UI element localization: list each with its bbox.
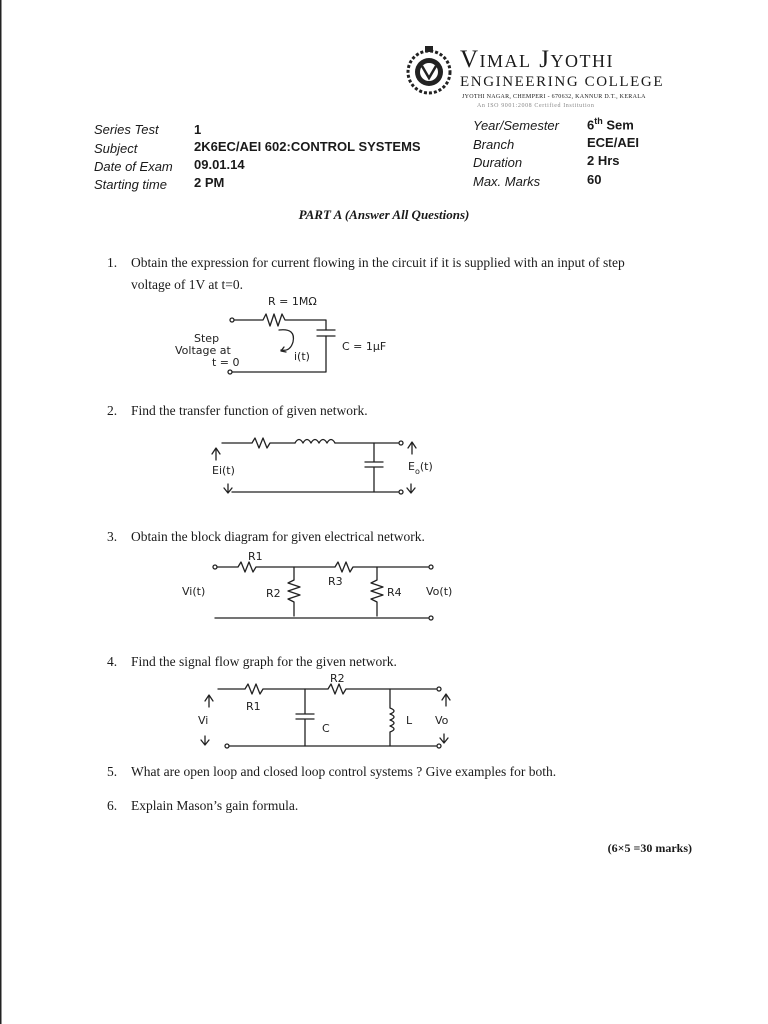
question-text-continued: voltage of 1V at t=0. bbox=[131, 277, 243, 292]
college-subtitle: ENGINEERING COLLEGE bbox=[460, 74, 665, 90]
circuit-3-diagram bbox=[170, 552, 470, 627]
max-marks-value: 60 bbox=[587, 172, 602, 187]
branch-value: ECE/AEI bbox=[587, 135, 640, 150]
input-up-arrow bbox=[212, 448, 220, 460]
label-vi: Vi bbox=[198, 714, 209, 727]
subject-label: Subject bbox=[94, 141, 138, 156]
marks-note: (6×5 =30 marks) bbox=[607, 841, 692, 855]
question-text: Explain Mason’s gain formula. bbox=[131, 798, 299, 813]
duration-value: 2 Hrs bbox=[587, 153, 620, 168]
starting-time-value: 2 PM bbox=[194, 175, 225, 190]
current-arrowhead bbox=[281, 347, 286, 352]
label-r: R = 1MΩ bbox=[268, 295, 317, 308]
label-step: Step bbox=[194, 332, 220, 345]
college-header bbox=[405, 42, 705, 122]
resistor-wire bbox=[222, 438, 295, 448]
max-marks-label: Max. Marks bbox=[473, 174, 541, 189]
label-voltage-at: Voltage at bbox=[175, 344, 231, 357]
input-down-arrow bbox=[224, 484, 232, 493]
question-5 bbox=[107, 761, 556, 783]
series-test-value: 1 bbox=[194, 122, 202, 137]
label-t0: t = 0 bbox=[212, 356, 240, 369]
label-cap: C = 1μF bbox=[342, 340, 387, 353]
output-terminal-bottom bbox=[399, 490, 403, 494]
output-terminal-top bbox=[399, 441, 403, 445]
circuit-1-diagram bbox=[160, 290, 420, 390]
resistor-r2-symbol bbox=[288, 567, 300, 616]
top-resistors-wire bbox=[218, 684, 436, 694]
date-label: Date of Exam bbox=[94, 159, 173, 174]
label-current: i(t) bbox=[294, 350, 310, 363]
question-number: 4. bbox=[107, 654, 118, 669]
series-resistors-wire bbox=[217, 562, 428, 572]
label-r1: R1 bbox=[248, 550, 263, 563]
output-terminal-top bbox=[429, 565, 433, 569]
output-down-arrow bbox=[440, 734, 448, 743]
output-up-arrow bbox=[408, 442, 416, 454]
capacitor-symbol bbox=[365, 443, 383, 492]
date-value: 09.01.14 bbox=[194, 157, 245, 172]
label-c: C bbox=[322, 722, 330, 735]
capacitor-c-symbol bbox=[317, 330, 335, 336]
output-terminal-top bbox=[437, 687, 441, 691]
year-semester-value: 6th Sem bbox=[587, 116, 634, 133]
question-number: 5. bbox=[107, 764, 118, 779]
question-text: Find the signal flow graph for the given network. bbox=[131, 654, 397, 669]
label-l: L bbox=[406, 714, 413, 727]
label-vo: Vo(t) bbox=[426, 585, 453, 598]
college-logo-icon bbox=[405, 42, 457, 98]
question-number: 6. bbox=[107, 798, 118, 813]
current-loop-arrow bbox=[279, 330, 293, 351]
input-down-arrow bbox=[201, 736, 209, 745]
question-text: What are open loop and closed loop control systems ? Give examples for both. bbox=[131, 764, 557, 779]
output-terminal-bottom bbox=[429, 616, 433, 620]
label-r3: R3 bbox=[328, 575, 343, 588]
college-name: Vimal Jyothi bbox=[460, 46, 615, 73]
resistor-r-wire bbox=[234, 314, 326, 330]
resistor-r4-symbol bbox=[371, 567, 383, 616]
question-number: 1. bbox=[107, 255, 118, 270]
circuit-2-diagram bbox=[200, 430, 450, 505]
part-heading: PART A (Answer All Questions) bbox=[298, 207, 470, 222]
question-3 bbox=[107, 526, 425, 548]
inductor-symbol bbox=[390, 689, 394, 746]
output-down-arrow bbox=[407, 484, 415, 493]
question-number: 2. bbox=[107, 403, 118, 418]
label-vi: Vi(t) bbox=[182, 585, 206, 598]
year-semester-label: Year/Semester bbox=[473, 118, 559, 133]
label-ei: Ei(t) bbox=[212, 464, 235, 477]
question-2 bbox=[107, 400, 368, 422]
label-r2: R2 bbox=[330, 672, 345, 685]
question-4 bbox=[107, 651, 397, 673]
question-text: Find the transfer function of given network. bbox=[131, 403, 368, 418]
scan-edge-shadow bbox=[0, 0, 6, 1024]
label-eo: $E_o(t)$ bbox=[408, 460, 433, 476]
question-text: Obtain the block diagram for given electrical network. bbox=[131, 529, 425, 544]
question-6 bbox=[107, 795, 298, 817]
inductor-symbol bbox=[295, 440, 335, 444]
branch-label: Branch bbox=[473, 137, 515, 152]
capacitor-symbol bbox=[296, 689, 314, 746]
question-number: 3. bbox=[107, 529, 118, 544]
duration-label: Duration bbox=[473, 155, 523, 170]
label-r1: R1 bbox=[246, 700, 261, 713]
output-up-arrow bbox=[442, 694, 450, 706]
output-terminal-bottom bbox=[437, 744, 441, 748]
college-iso-line: An ISO 9001:2008 Certified Institution bbox=[477, 103, 595, 109]
series-test-label: Series Test bbox=[94, 122, 159, 137]
circuit-4-diagram bbox=[190, 672, 470, 757]
terminal-bottom bbox=[228, 370, 232, 374]
subject-value: 2K6EC/AEI 602:CONTROL SYSTEMS bbox=[194, 139, 421, 154]
label-r4: R4 bbox=[387, 586, 402, 599]
question-text: Obtain the expression for current flowing in the circuit if it is supplied with an input of step bbox=[131, 255, 625, 270]
return-wire bbox=[232, 336, 326, 372]
starting-time-label: Starting time bbox=[94, 177, 167, 192]
college-address: JYOTHI NAGAR, CHEMPERI - 670632, KANNUR D.T., KERALA bbox=[462, 94, 646, 100]
label-r2: R2 bbox=[266, 587, 281, 600]
input-up-arrow bbox=[205, 695, 213, 707]
label-vo: Vo bbox=[435, 714, 449, 727]
